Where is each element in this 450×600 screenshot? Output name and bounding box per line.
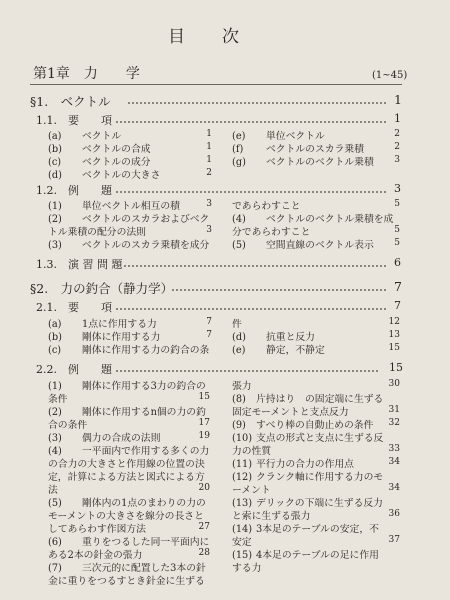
toc-item: (d) ベクトルの大きさ <box>48 170 161 181</box>
toc-item-cont: トル乗積の配分の法則 <box>48 227 146 238</box>
toc-item-cont: 定，計算による方法と図式による方 <box>48 472 205 483</box>
subsection-2-2-heading: 2.2. 例 題 <box>36 363 112 376</box>
page-title: 目 次 <box>168 27 240 47</box>
toc-item: (13) デリックの下端に生ずる反力 <box>232 498 383 509</box>
toc-item: (1) 単位ベクトル相互の積 <box>48 201 180 212</box>
toc-item-cont: してあらわす作図方法 <box>48 524 146 535</box>
toc-item-page: 33 <box>388 444 400 454</box>
section-1-leader <box>128 102 386 104</box>
toc-item-cont: 張力 <box>232 381 252 392</box>
section-2-heading: §2. 力の釣合（静力学） <box>30 281 174 296</box>
toc-item-cont: 固定モーメントと支点反力 <box>232 407 349 418</box>
toc-item: (3) ベクトルのスカラ乗積を成分 <box>48 240 210 251</box>
toc-item: (b) 剛体に作用する力 <box>48 332 161 343</box>
section-1-page: 1 <box>394 92 402 107</box>
toc-item-page: 34 <box>388 483 400 493</box>
subsection-2-2-page: 15 <box>389 361 403 374</box>
toc-item-page: 1 <box>206 129 212 139</box>
toc-item-page: 13 <box>388 330 400 340</box>
subsection-1-3-page: 6 <box>394 256 401 269</box>
toc-item-page: 12 <box>388 317 400 327</box>
toc-item-page: 3 <box>394 155 400 165</box>
toc-item-cont: 金に重りをつるすとき針金に生ずる <box>48 576 205 587</box>
toc-item-cont: 法 <box>48 485 58 496</box>
subsection-2-2-leader <box>116 370 378 372</box>
toc-item-page: 15 <box>388 343 400 353</box>
toc-item-page: 3 <box>206 225 212 235</box>
toc-item: (c) 剛体に作用する力の釣合の条 <box>48 345 210 356</box>
chapter-page-range: (1~45) <box>372 70 408 81</box>
toc-item-page: 30 <box>388 379 400 389</box>
toc-item: (10) 支点の形式と支点に生ずる反 <box>232 433 384 444</box>
toc-item-cont: モーメントの大きさを線分の長さと <box>48 511 204 522</box>
toc-item-cont: 合の条件 <box>48 420 88 431</box>
toc-item-page: 37 <box>388 535 400 545</box>
chapter-heading: 第1章 力 学 <box>33 66 140 82</box>
toc-item: (1) 剛体に作用する3力の釣合の <box>48 381 206 392</box>
toc-item: (f) ベクトルのスカラ乗積 <box>232 144 364 155</box>
toc-item-page: 7 <box>206 317 212 327</box>
toc-item-cont: であらわすこと <box>232 201 301 212</box>
subsection-1-1-page: 1 <box>394 112 401 125</box>
toc-item: (d) 抗重と反力 <box>232 332 315 343</box>
toc-item-cont: の合力の大きさと作用線の位置の決 <box>48 459 205 470</box>
section-2-leader <box>172 289 386 291</box>
toc-item-cont: 条件 <box>48 394 68 405</box>
subsection-1-3-heading: 1.3. 演 習 問 題 <box>36 258 123 271</box>
toc-item: (12) クランク軸に作用する力のモ <box>232 472 384 483</box>
toc-item: (a) ベクトル <box>48 131 122 142</box>
subsection-1-1-heading: 1.1. 要 項 <box>36 114 112 127</box>
toc-item: (4) 一平面内で作用する多くの力 <box>48 446 210 457</box>
toc-item-cont: ーメント <box>232 485 271 496</box>
toc-item-cont: 件 <box>232 319 242 330</box>
toc-item-page: 28 <box>198 548 210 558</box>
toc-item-page: 5 <box>394 199 400 209</box>
toc-item: (3) 偶力の合成の法則 <box>48 433 161 444</box>
toc-item-page: 3 <box>206 199 212 209</box>
subsection-2-1-heading: 2.1. 要 項 <box>36 301 112 314</box>
toc-item-cont: 力の性質 <box>232 446 272 457</box>
subsection-1-2-leader <box>116 191 386 193</box>
subsection-2-1-leader <box>116 308 386 310</box>
toc-item-page: 34 <box>388 457 400 467</box>
toc-item-cont: する力 <box>232 563 262 574</box>
toc-item: (7) 三次元的に配置した3本の針 <box>48 563 206 574</box>
toc-item-page: 19 <box>198 431 210 441</box>
toc-item: (8) 片持はり の固定端に生ずる <box>232 394 384 405</box>
subsection-1-3-leader <box>124 265 386 267</box>
toc-item: (e) 静定，不静定 <box>232 345 325 356</box>
toc-item-page: 1 <box>206 155 212 165</box>
toc-item-cont: 分であらわすこと <box>232 227 311 238</box>
toc-item: (5) 空間直線のベクトル表示 <box>232 240 374 251</box>
subsection-1-1-leader <box>116 121 386 123</box>
chapter-rule <box>30 84 402 85</box>
toc-item: (2) ベクトルのスカラおよびベク <box>48 214 210 225</box>
toc-item-cont: と索に生ずる張力 <box>232 511 311 522</box>
toc-item: (14) 3本足のテーブルの安定，不 <box>232 524 379 535</box>
toc-item: (e) 単位ベクトル <box>232 131 325 142</box>
toc-item: (6) 重りをつるした同一平面内に <box>48 537 210 548</box>
toc-item-cont: ある2本の針金の張力 <box>48 550 143 561</box>
toc-item-page: 7 <box>206 330 212 340</box>
toc-item: (2) 剛体に作用するn個の力の釣 <box>48 407 206 418</box>
toc-item-page: 2 <box>206 168 212 178</box>
toc-item: (b) ベクトルの合成 <box>48 144 151 155</box>
toc-item-page: 17 <box>198 418 210 428</box>
toc-item-page: 5 <box>394 225 400 235</box>
toc-item: (15) 4本足のテーブルの足に作用 <box>232 550 379 561</box>
toc-item: (4) ベクトルのベクトル乗積を成 <box>232 214 394 225</box>
toc-item: (a) 1点に作用する力 <box>48 319 157 330</box>
toc-item-page: 36 <box>388 509 400 519</box>
toc-item-page: 31 <box>388 405 400 415</box>
toc-item: (c) ベクトルの成分 <box>48 157 151 168</box>
toc-item-page: 2 <box>394 142 400 152</box>
toc-item-page: 5 <box>394 238 400 248</box>
toc-item-page: 1 <box>206 142 212 152</box>
toc-item-page: 15 <box>198 392 210 402</box>
toc-item-page: 2 <box>394 129 400 139</box>
toc-item: (5) 剛体内の1点のまわりの力の <box>48 498 206 509</box>
subsection-2-1-page: 7 <box>394 299 401 312</box>
toc-item: (9) すべり棒の自動止めの条件 <box>232 420 374 431</box>
subsection-1-2-page: 3 <box>394 182 401 195</box>
section-2-page: 7 <box>394 279 402 294</box>
toc-item: (g) ベクトルのベクトル乗積 <box>232 157 374 168</box>
toc-item-cont: 安定 <box>232 537 252 548</box>
toc-item: (11) 平行力の合力の作用点 <box>232 459 354 470</box>
toc-item-page: 20 <box>198 483 210 493</box>
toc-item-page: 32 <box>388 418 400 428</box>
subsection-1-2-heading: 1.2. 例 題 <box>36 184 112 197</box>
section-1-heading: §1. ベクトル <box>30 94 111 109</box>
toc-item-page: 27 <box>198 522 210 532</box>
